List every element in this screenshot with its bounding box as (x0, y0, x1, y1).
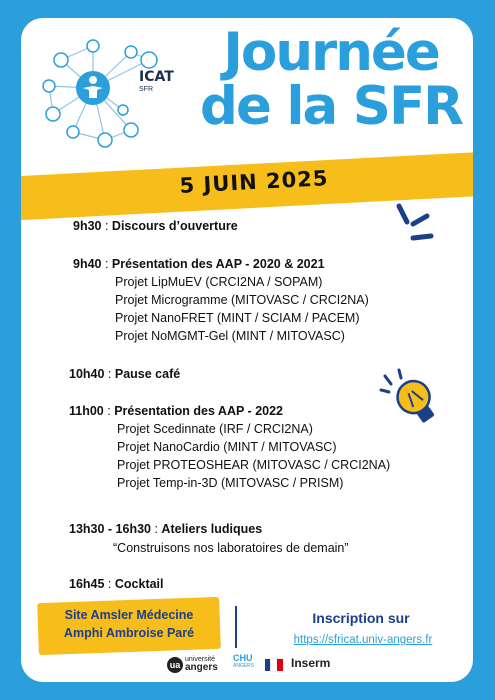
workshop-subtitle: “Construisons nos laboratoires de demain” (113, 541, 349, 555)
partner-logos (167, 652, 397, 676)
entry-title: Discours d’ouverture (111, 219, 238, 233)
project-item: Projet PROTEOSHEAR (MITOVASC / CRCI2NA) (117, 458, 391, 472)
logo-title: ICAT (139, 69, 174, 85)
registration-link[interactable]: https://sfricat.univ-angers.fr (293, 634, 433, 646)
entry-time: 9h40 (73, 257, 102, 271)
entry-title: Cocktail (114, 577, 164, 591)
project-item: Projet NanoFRET (MINT / SCIAM / PACEM) (115, 311, 360, 325)
universite-angers-logo: ua université angers (167, 656, 218, 673)
entry-title: Pause café (114, 367, 181, 381)
registration-label: Inscription sur (312, 610, 410, 626)
entry-title: Présentation des AAP - 2020 & 2021 (111, 257, 325, 271)
entry-title: Présentation des AAP - 2022 (114, 404, 284, 418)
french-republic-flag-icon (265, 658, 285, 670)
page-title (193, 22, 469, 137)
entry-time: 9h30 (73, 219, 102, 233)
entry-time: 13h30 - 16h30 (69, 522, 151, 536)
logo-subtitle: SFR (139, 86, 153, 93)
event-location (38, 606, 220, 642)
entry-time: 10h40 (69, 367, 105, 381)
entry-time: 11h00 (69, 404, 104, 418)
location-line-2: Amphi Ambroise Paré (63, 626, 195, 640)
entry-title: Ateliers ludiques (161, 522, 263, 536)
program-entry-cocktail: 16h45 : Cocktail (69, 577, 164, 591)
project-item: Projet Temp-in-3D (MITOVASC / PRISM) (117, 476, 344, 490)
poster-card (21, 18, 473, 682)
program-entry-opening: 9h30 : Discours d’ouverture (73, 219, 238, 233)
project-item: Projet Scedinnate (IRF / CRCI2NA) (117, 422, 313, 436)
program-entry-workshops: 13h30 - 16h30 : Ateliers ludiques (69, 522, 263, 536)
location-line-1: Site Amsler Médecine (64, 608, 194, 622)
icat-network-logo (31, 30, 191, 156)
project-item: Projet NoMGMT-Gel (MINT / MITOVASC) (115, 329, 345, 343)
project-item: Projet LipMuEV (CRCI2NA / SOPAM) (115, 275, 323, 289)
footer-divider (235, 606, 237, 648)
event-date: 5 JUIN 2025 (179, 166, 329, 198)
inserm-logo: Inserm (291, 656, 331, 670)
chu-angers-logo: CHU ANGERS (233, 653, 255, 669)
program-entry-coffee: 10h40 : Pause café (69, 367, 181, 381)
title-line-1: Journée (223, 22, 439, 83)
program-entry-aap-2022: 11h00 : Présentation des AAP - 2022 (69, 404, 284, 418)
entry-time: 16h45 (69, 577, 105, 591)
project-item: Projet Microgramme (MITOVASC / CRCI2NA) (115, 293, 369, 307)
project-item: Projet NanoCardio (MINT / MITOVASC) (117, 440, 337, 454)
title-line-2: de la SFR (200, 76, 462, 137)
program-entry-aap-2020: 9h40 : Présentation des AAP - 2020 & 2021 (73, 257, 325, 271)
logo-text (139, 70, 174, 93)
speech-lines-icon (391, 198, 441, 248)
lightbulb-icon (379, 368, 443, 432)
